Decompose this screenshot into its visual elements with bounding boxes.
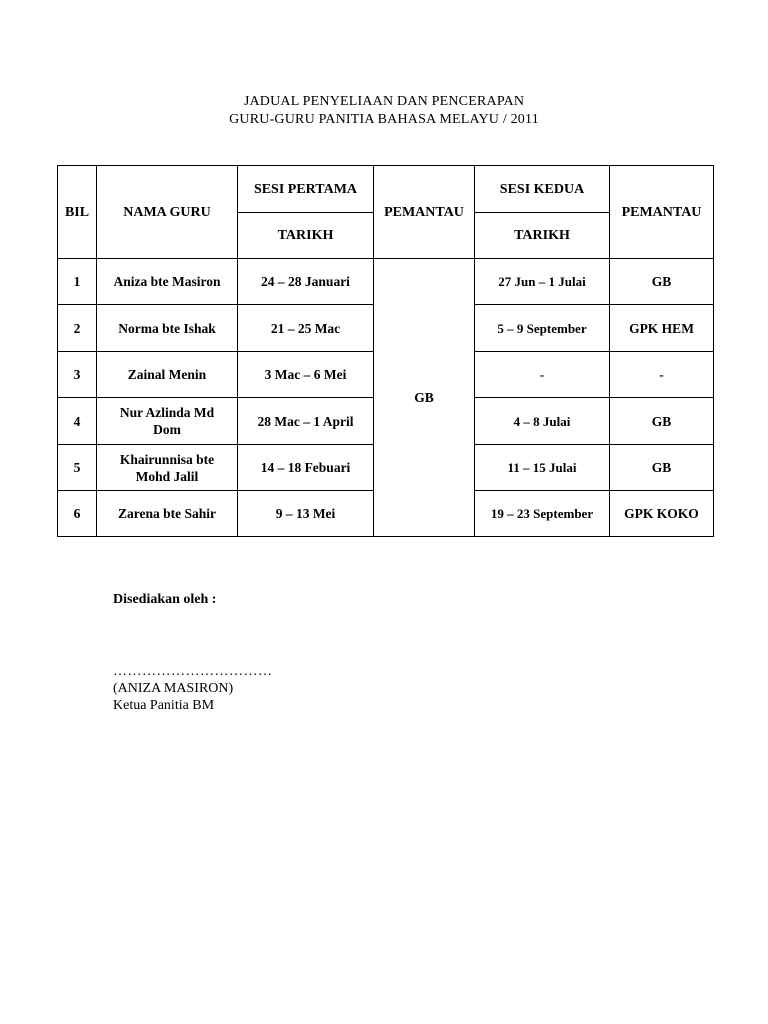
row-pemantau-2: GB	[610, 445, 714, 491]
row-tarikh-2: 5 – 9 September	[475, 305, 610, 352]
table-row	[58, 259, 714, 305]
row-nama-guru	[97, 398, 238, 445]
row-pemantau-2: -	[610, 352, 714, 398]
row-bil: 2	[58, 305, 97, 352]
header-pemantau-1: PEMANTAU	[374, 166, 475, 259]
row-tarikh-2: 11 – 15 Julai	[475, 445, 610, 491]
header-nama-guru: NAMA GURU	[97, 166, 238, 259]
row-nama-guru	[97, 491, 238, 537]
document-title-line1: JADUAL PENYELIAAN DAN PENCERAPAN	[243, 94, 525, 109]
row-bil: 5	[58, 445, 97, 491]
row-tarikh-1: 14 – 18 Febuari	[238, 445, 374, 491]
signatory-name: (ANIZA MASIRON)	[113, 681, 234, 696]
prepared-by-label: Disediakan oleh :	[113, 592, 217, 607]
nama-line2: Dom	[153, 422, 181, 437]
row-bil: 1	[58, 259, 97, 305]
pemantau-sesi-pertama: GB	[374, 259, 475, 537]
row-tarikh-2: -	[475, 352, 610, 398]
row-bil: 6	[58, 491, 97, 537]
row-pemantau-2: GB	[610, 398, 714, 445]
signatory-role: Ketua Panitia BM	[113, 698, 215, 713]
row-tarikh-1: 3 Mac – 6 Mei	[238, 352, 374, 398]
signature-line: ……………………………	[113, 664, 273, 679]
schedule-table	[57, 165, 714, 537]
row-tarikh-1: 9 – 13 Mei	[238, 491, 374, 537]
header-tarikh-2: TARIKH	[475, 213, 610, 259]
nama-line1: Aniza bte Masiron	[113, 274, 221, 289]
row-bil: 3	[58, 352, 97, 398]
row-bil: 4	[58, 398, 97, 445]
nama-line2: Mohd Jalil	[135, 468, 199, 484]
header-tarikh-1: TARIKH	[238, 213, 374, 259]
row-tarikh-1: 28 Mac – 1 April	[238, 398, 374, 445]
header-sesi-kedua: SESI KEDUA	[475, 166, 610, 213]
row-nama-guru	[97, 305, 238, 352]
row-tarikh-2: 4 – 8 Julai	[475, 398, 610, 445]
nama-line1: Zarena bte Sahir	[117, 506, 216, 521]
nama-line1: Khairunnisa bte	[119, 451, 215, 467]
row-nama-guru	[97, 259, 238, 305]
row-tarikh-1: 24 – 28 Januari	[238, 259, 374, 305]
row-tarikh-1: 21 – 25 Mac	[238, 305, 374, 352]
row-pemantau-2: GPK KOKO	[610, 491, 714, 537]
row-pemantau-2: GB	[610, 259, 714, 305]
nama-line1: Nur Azlinda Md	[119, 405, 215, 420]
row-pemantau-2: GPK HEM	[610, 305, 714, 352]
row-tarikh-2: 27 Jun – 1 Julai	[475, 259, 610, 305]
nama-line1: Zainal Menin	[127, 367, 207, 382]
header-pemantau-2: PEMANTAU	[610, 166, 714, 259]
header-bil: BIL	[58, 166, 97, 259]
row-nama-guru	[97, 445, 238, 491]
row-nama-guru	[97, 352, 238, 398]
row-tarikh-2: 19 – 23 September	[475, 491, 610, 537]
nama-line1: Norma bte Ishak	[118, 320, 216, 336]
header-sesi-pertama: SESI PERTAMA	[238, 166, 374, 213]
document-title-line2: GURU-GURU PANITIA BAHASA MELAYU / 2011	[229, 112, 539, 127]
